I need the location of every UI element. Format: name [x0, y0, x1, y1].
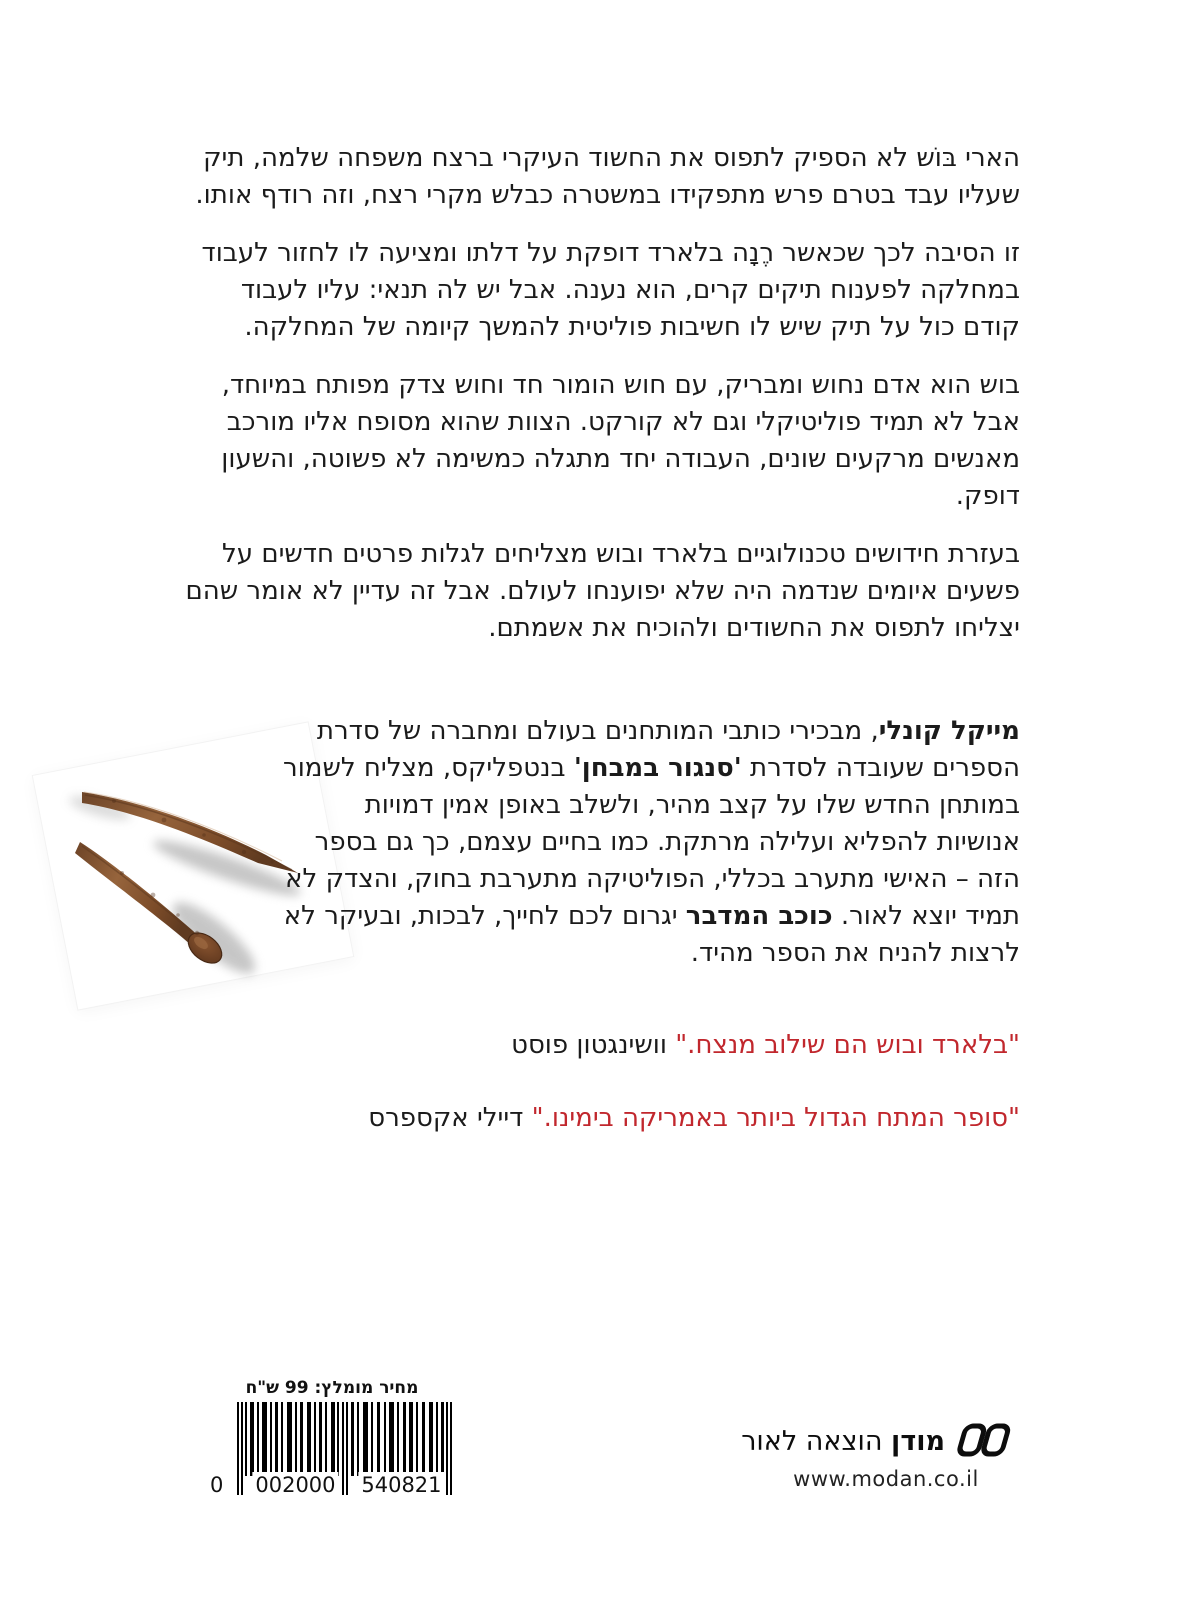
synopsis-paragraph-4: בעזרת חידושים טכנולוגיים בלארד ובוש מצליחים לגלות פרטים חדשים על פשעים איומים שנדמה היה שלא יפוענחו לעולם. אבל זה עדיין לא אומר שהם יצליחו לתפוס את החשודים ולהוכיח את אשמתם.	[185, 539, 1020, 643]
price-label: מחיר מומלץ: 99 ש"ח	[245, 1378, 419, 1398]
quote-text: "בלארד ובוש הם שילוב מנצח."	[675, 1030, 1020, 1060]
barcode-block	[211, 1378, 453, 1502]
bio-text: יגרום לכם לחייך, לבכות, ובעיקר לא לרצות להניח את הספר מהיד.	[283, 901, 1020, 968]
open-book-icon	[954, 1420, 1012, 1462]
synopsis-paragraph-1: הארי בּוֹש לא הספיק לתפוס את החשוד העיקרי ברצח משפחה שלמה, תיק שעליו עבד בטרם פרש מתפקידו במשטרה כבלש מקרי רצח, וזה רודף אותו.	[195, 143, 1020, 210]
quote-text: "סופר המתח הגדול ביותר באמריקה בימינו."	[531, 1103, 1020, 1133]
barcode-digits-right: 540821	[358, 1472, 444, 1498]
barcode-digit-lead: 0	[210, 1473, 224, 1497]
bio-text: , מבכירי כותבי המותחנים בעולם ומחברה של סדרת הספרים שעובדה לסדרת	[316, 716, 1020, 783]
series-title: 'סנגור במבחן'	[573, 753, 742, 783]
book-title: כוכב המדבר	[685, 901, 833, 931]
synopsis-paragraph-3: בוש הוא אדם נחוש ומבריק, עם חוש הומור חד וחוש צדק מפותח במיוחד, אבל לא תמיד פוליטיקלי וגם לא קורקט. הצוות שהוא מסופח אליו מורכב מאנשים מרקעים שונים, העבודה יחד מתגלה כמשימה לא פשוטה, והשעון דופק.	[221, 370, 1020, 511]
publisher-block	[741, 1420, 1012, 1491]
author-bio	[280, 713, 1020, 972]
bio-text: בנטפליקס, מצליח לשמור במותחן החדש שלו על קצב מהיר, ולשלב באופן אמין דמויות אנושיות להפליא ועלילה מרתקת. כמו בחיים עצמם, כך גם בספר הזה – האישי מתערב בכללי, הפוליטיקה מתערבת בחוק, והצדק לא תמיד יוצא לאור.	[283, 753, 1020, 931]
synopsis-paragraph-2: זו הסיבה לכך שכאשר רֶנָה בלארד דופקת על דלתו ומציעה לו לחזור לעבוד במחלקה לפענוח תיקים קרים, הוא נענה. אבל יש לה תנאי: עליו לעבוד קודם כול על תיק שיש לו חשיבות פוליטית להמשך קיומה של המחלקה.	[201, 238, 1020, 342]
publisher-name-rest: הוצאה לאור	[741, 1425, 892, 1457]
barcode	[211, 1402, 453, 1502]
barcode-digits-left: 002000	[252, 1472, 338, 1498]
publisher-website: www.modan.co.il	[793, 1467, 979, 1491]
publisher-row	[741, 1420, 1012, 1462]
review-quote-2	[180, 1100, 1020, 1137]
publisher-name	[741, 1426, 945, 1457]
publisher-name-bold: מודן	[891, 1425, 945, 1457]
back-cover-text	[180, 140, 1020, 1173]
review-quote-1	[180, 1027, 1020, 1064]
quote-source: וושינגטון פוסט	[511, 1030, 667, 1060]
quote-source: דיילי אקספרס	[368, 1103, 524, 1133]
author-name: מייקל קונלי	[878, 716, 1020, 746]
